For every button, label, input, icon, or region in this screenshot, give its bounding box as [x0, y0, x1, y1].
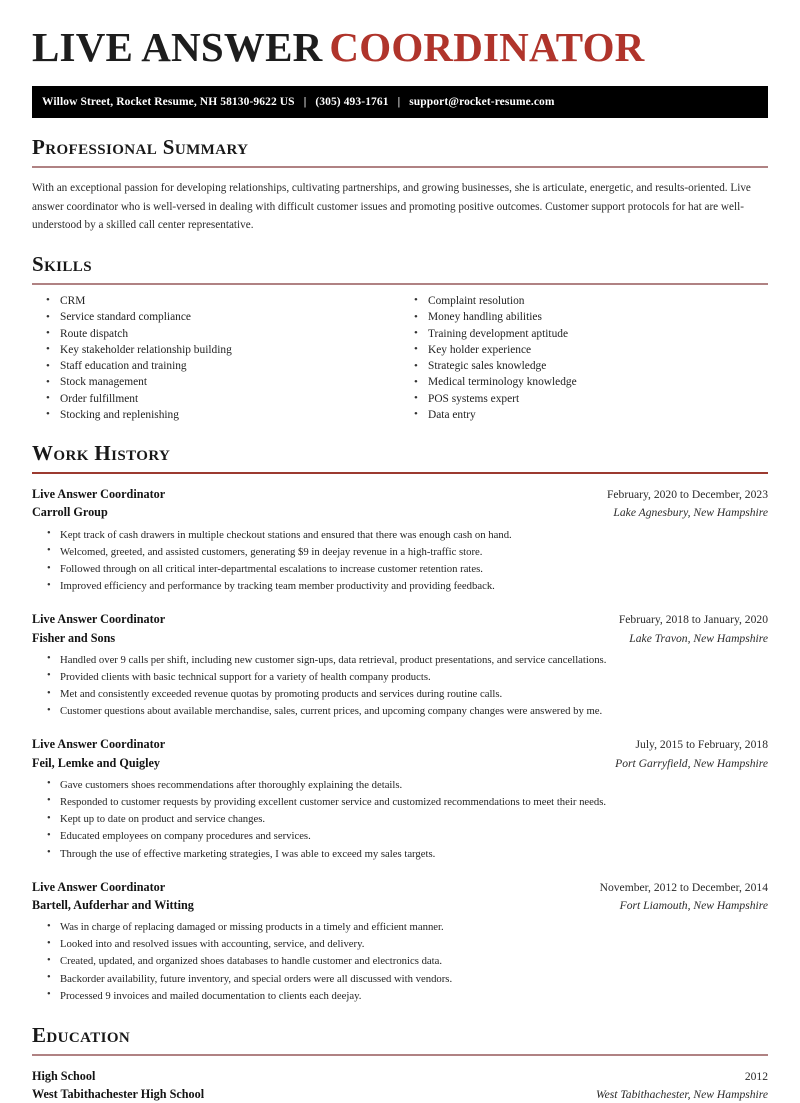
job-bullet: • Looked into and resolved issues with accounting, service, and delivery.: [60, 937, 768, 954]
job-bullet: • Improved efficiency and performance by tracking team member productivity and providing feedback.: [60, 579, 768, 596]
section-divider-education: [32, 1054, 768, 1056]
work-history-entry: [32, 485, 768, 596]
job-bullet: • Welcomed, greeted, and assisted customers, generating $9 in deejay revenue in a high-traffic store.: [60, 545, 768, 562]
job-dates: February, 2020 to December, 2023: [606, 488, 768, 502]
job-location: Lake Travon, New Hampshire: [629, 631, 768, 645]
section-divider-skills: [32, 283, 768, 285]
skill-item: • Order fulfillment: [60, 392, 400, 408]
job-company: Carroll Group: [32, 505, 108, 520]
job-bullet: • Through the use of effective marketing strategies, I was able to exceed my sales targets.: [60, 847, 768, 864]
skills-left-column: [32, 294, 400, 424]
job-dates: February, 2018 to January, 2020: [618, 613, 768, 627]
summary-body: With an exceptional passion for developing relationships, cultivating partnerships, and growing businesses, she is articulate, energetic, and results-oriented. Live answer coordinator who is well-versed in dealing with difficult customer issues and promoting positive outcomes. Customer support protocols for hat are well-understood by a skilled call center representative.: [32, 182, 751, 232]
education-degree: High School: [32, 1069, 96, 1084]
section-divider-work-history: [32, 472, 768, 474]
job-bullet: • Handled over 9 calls per shift, including new customer sign-ups, data retrieval, product presentations, and service cancellations.: [60, 653, 768, 670]
section-divider-summary: [32, 166, 768, 168]
skill-item: • Route dispatch: [60, 327, 400, 343]
skill-item: • Medical terminology knowledge: [428, 375, 768, 391]
section-title-work-history: Work History: [32, 441, 171, 466]
section-education: [32, 1024, 768, 1103]
job-bullet-list: [32, 920, 768, 1006]
skill-item: • Key holder experience: [428, 343, 768, 359]
education-year: 2012: [744, 1070, 768, 1084]
job-bullet-list: [32, 653, 768, 722]
job-title: Live Answer Coordinator: [32, 737, 166, 752]
skill-item: • Staff education and training: [60, 359, 400, 375]
skill-item: • CRM: [60, 294, 400, 310]
job-bullet: • Kept up to date on product and service changes.: [60, 812, 768, 829]
section-title-professional-summary: Professional Summary: [32, 135, 249, 160]
job-bullet: • Was in charge of replacing damaged or missing products in a timely and efficient manner.: [60, 920, 768, 937]
skill-item: • Data entry: [428, 408, 768, 424]
job-bullet: • Gave customers shoes recommendations after thoroughly explaining the details.: [60, 778, 768, 795]
contact-bar: [32, 86, 768, 118]
job-bullet: • Followed through on all critical inter-departmental escalations to increase customer retention rates.: [60, 562, 768, 579]
skill-item: • POS systems expert: [428, 392, 768, 408]
education-school: West Tabithachester High School: [32, 1087, 205, 1102]
job-location: Fort Liamouth, New Hampshire: [619, 898, 768, 912]
skill-item: • Stock management: [60, 375, 400, 391]
section-title-skills: Skills: [32, 251, 92, 276]
job-bullet-list: [32, 778, 768, 864]
name-last-part: COORDINATOR: [329, 24, 645, 70]
job-title: Live Answer Coordinator: [32, 879, 166, 894]
contact-separator-2: |: [397, 96, 401, 109]
job-company: Bartell, Aufderhar and Witting: [32, 897, 194, 912]
job-bullet-list: [32, 528, 768, 597]
job-bullet: • Responded to customer requests by providing excellent customer service and customized recommendations to meet their needs.: [60, 795, 768, 812]
skill-item: • Strategic sales knowledge: [428, 359, 768, 375]
job-title: Live Answer Coordinator: [32, 612, 166, 627]
skill-item: • Training development aptitude: [428, 327, 768, 343]
skill-item: • Service standard compliance: [60, 310, 400, 326]
work-history-entry: [32, 878, 768, 1006]
job-dates: November, 2012 to December, 2014: [599, 880, 768, 894]
section-title-education: Education: [32, 1022, 131, 1047]
page-title: [32, 0, 768, 72]
job-company: Feil, Lemke and Quigley: [32, 755, 160, 770]
job-bullet: • Educated employees on company procedures and services.: [60, 829, 768, 846]
job-location: Port Garryfield, New Hampshire: [615, 756, 768, 770]
contact-separator-1: |: [303, 96, 307, 109]
work-history-entry: [32, 735, 768, 863]
job-bullet: • Customer questions about available merchandise, sales, current prices, and upcoming company changes were answered by me.: [60, 704, 768, 721]
work-history-entry: [32, 610, 768, 721]
section-work-history: [32, 442, 768, 1006]
job-bullet: • Met and consistently exceeded revenue quotas by promoting products and services during routine calls.: [60, 687, 768, 704]
job-bullet: • Provided clients with basic technical support for a variety of health company products.: [60, 670, 768, 687]
job-dates: July, 2015 to February, 2018: [635, 738, 768, 752]
contact-address: Willow Street, Rocket Resume, NH 58130-9622 US: [42, 96, 295, 109]
education-entry: [32, 1067, 768, 1103]
job-title: Live Answer Coordinator: [32, 487, 166, 502]
skills-right-column: [400, 294, 768, 424]
skill-item: • Stocking and replenishing: [60, 408, 400, 424]
contact-phone[interactable]: (305) 493-1761: [315, 96, 389, 109]
skill-item: • Complaint resolution: [428, 294, 768, 310]
section-skills: [32, 253, 768, 424]
job-location: Lake Agnesbury, New Hampshire: [613, 506, 768, 520]
skill-item: • Key stakeholder relationship building: [60, 343, 400, 359]
name-first-part: LIVE ANSWER: [32, 24, 323, 70]
contact-email[interactable]: support@rocket-resume.com: [409, 96, 555, 109]
job-bullet: • Backorder availability, future inventory, and special orders were all discussed with vendors.: [60, 972, 768, 989]
education-location: West Tabithachester, New Hampshire: [596, 1088, 768, 1102]
section-professional-summary: [32, 136, 768, 235]
job-bullet: • Processed 9 invoices and mailed documentation to clients each deejay.: [60, 989, 768, 1006]
job-bullet: • Kept track of cash drawers in multiple checkout stations and ensured that there was enough cash on hand.: [60, 528, 768, 545]
job-bullet: • Created, updated, and organized shoes databases to handle customer and electronics data.: [60, 954, 768, 971]
job-company: Fisher and Sons: [32, 630, 116, 645]
skill-item: • Money handling abilities: [428, 310, 768, 326]
